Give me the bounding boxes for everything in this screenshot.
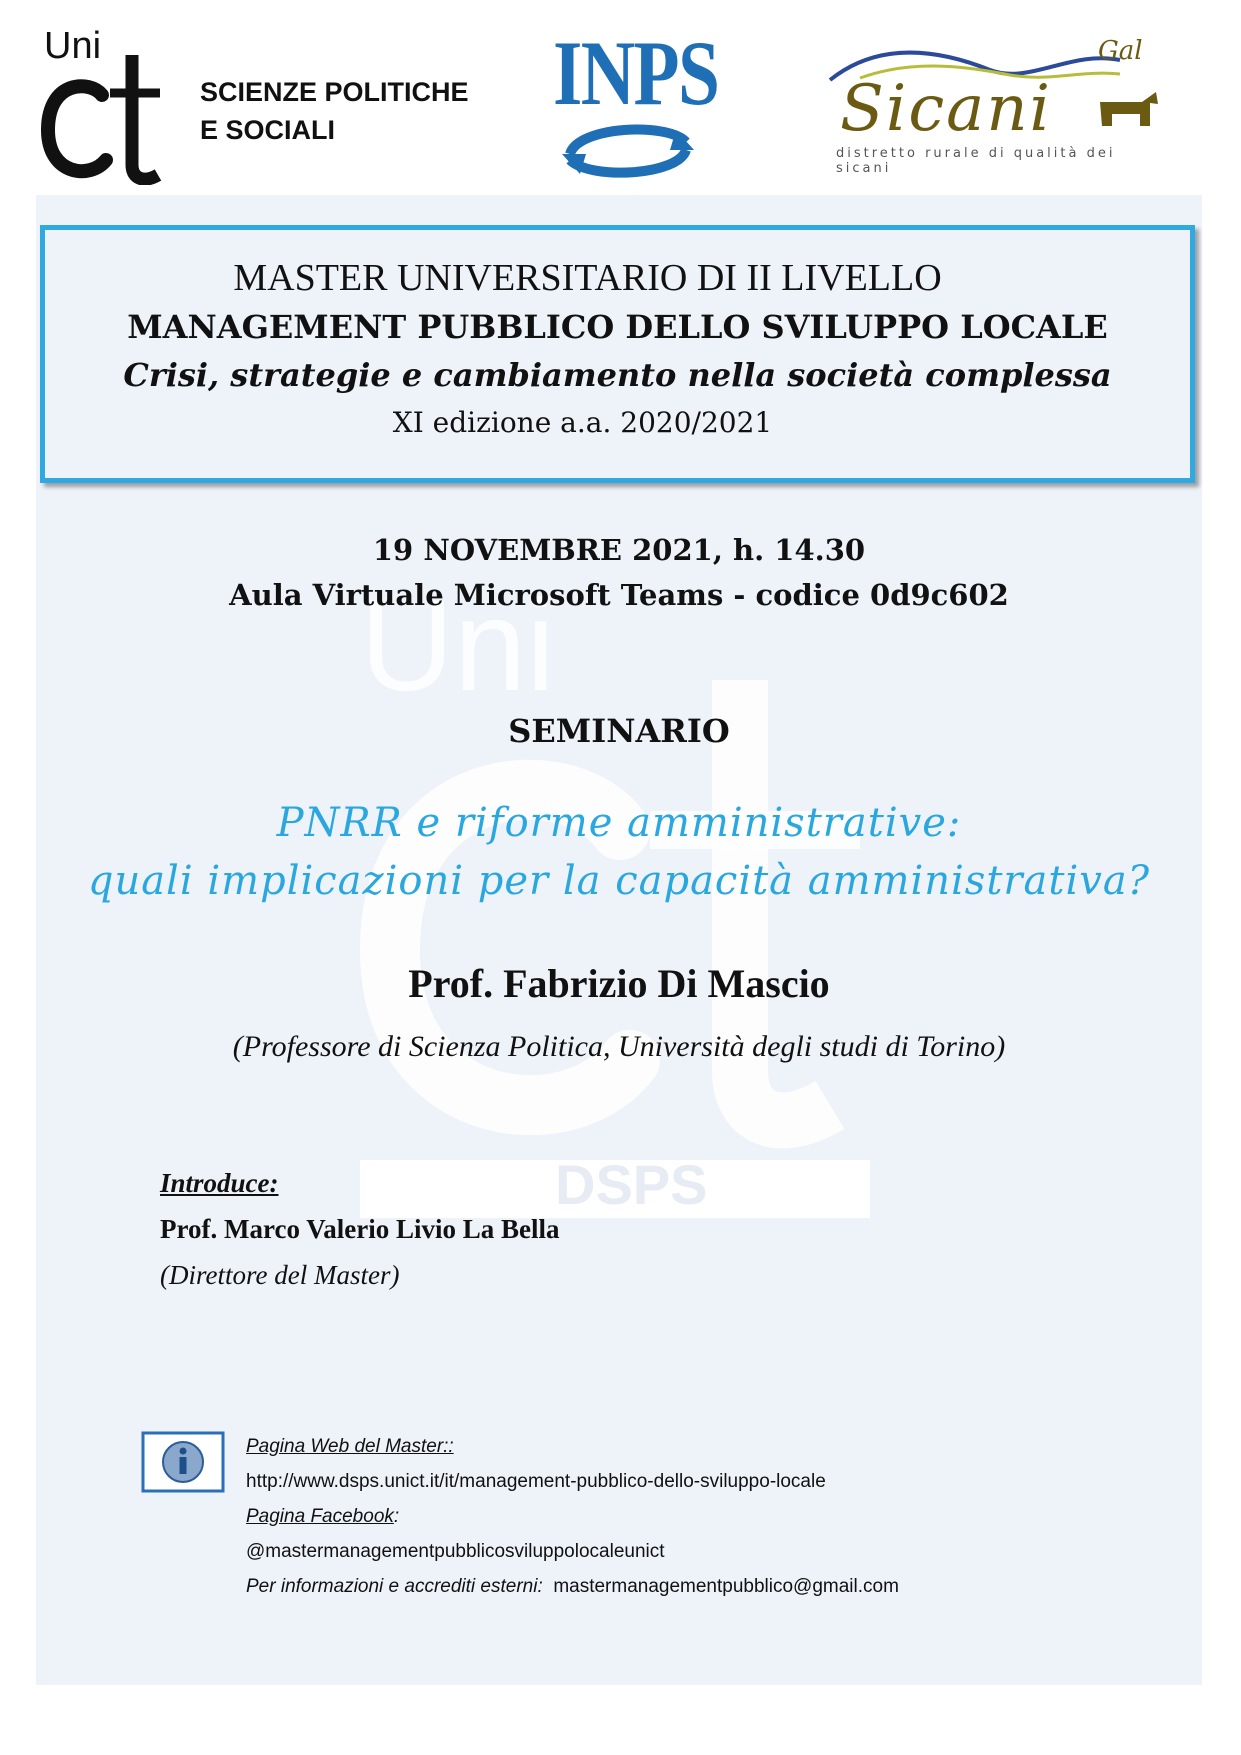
sicani-text: Sicani — [840, 72, 1052, 146]
master-title-box — [40, 225, 1195, 483]
facebook-handle[interactable]: @mastermanagementpubblicosviluppolocaleunict — [246, 1541, 665, 1562]
unict-logo — [40, 25, 470, 185]
header — [0, 0, 1241, 195]
watermark-dsps: DSPS — [555, 1153, 708, 1216]
speaker-affiliation: (Professore di Scienza Politica, Università degli studi di Torino) — [232, 1030, 1006, 1063]
master-name: MANAGEMENT PUBBLICO DELLO SVILUPPO LOCALE — [127, 308, 1108, 346]
unict-uni-text: Uni — [44, 25, 102, 67]
introduce-label: Introduce: — [160, 1168, 279, 1198]
inps-arrows-icon — [558, 120, 698, 182]
master-level: MASTER UNIVERSITARIO DI II LIVELLO — [233, 257, 942, 299]
department-name — [200, 73, 469, 149]
master-subtitle: Crisi, strategie e cambiamento nella società complessa — [123, 356, 1112, 394]
facebook-label-colon: : — [393, 1506, 400, 1527]
gal-text: Gal — [1098, 36, 1143, 66]
seminar-title-line2: quali implicazioni per la capacità amministrativa? — [87, 858, 1151, 904]
facebook-label-text: Pagina Facebook — [246, 1506, 394, 1527]
info-icon — [140, 1430, 226, 1496]
inps-logo-text: INPS — [553, 22, 719, 124]
contact-email[interactable]: mastermanagementpubblico@gmail.com — [553, 1576, 899, 1597]
watermark-ct-mark — [360, 680, 880, 1150]
event-date: 19 NOVEMBRE 2021, h. 14.30 — [372, 533, 866, 567]
unict-ct-mark — [40, 55, 170, 185]
web-page-label: Pagina Web del Master:: — [246, 1436, 454, 1457]
event-venue: Aula Virtuale Microsoft Teams - codice 0d9c602 — [229, 578, 1009, 612]
gal-tagline: distretto rurale di qualità dei sicani — [836, 146, 1116, 176]
introducer-role: (Direttore del Master) — [160, 1260, 400, 1290]
speaker-name: Prof. Fabrizio Di Mascio — [408, 961, 830, 1006]
inps-logo — [548, 20, 719, 185]
department-line1: SCIENZE POLITICHE — [200, 77, 469, 107]
contact-label: Per informazioni e accrediti esterni: — [246, 1576, 543, 1597]
seminar-title-line1: PNRR e riforme amministrative: — [276, 800, 962, 846]
master-edition: XI edizione a.a. 2020/2021 — [392, 406, 773, 439]
gal-sicani-logo — [820, 30, 1160, 180]
introducer-name: Prof. Marco Valerio Livio La Bella — [160, 1214, 560, 1244]
department-line2: E SOCIALI — [200, 115, 336, 145]
facebook-label — [246, 1506, 399, 1528]
event-type: SEMINARIO — [508, 712, 730, 750]
watermark-uni: Uni — [360, 572, 556, 718]
web-page-url[interactable]: http://www.dsps.unict.it/it/management-pubblico-dello-sviluppo-locale — [246, 1471, 826, 1492]
contact-line — [246, 1576, 899, 1598]
